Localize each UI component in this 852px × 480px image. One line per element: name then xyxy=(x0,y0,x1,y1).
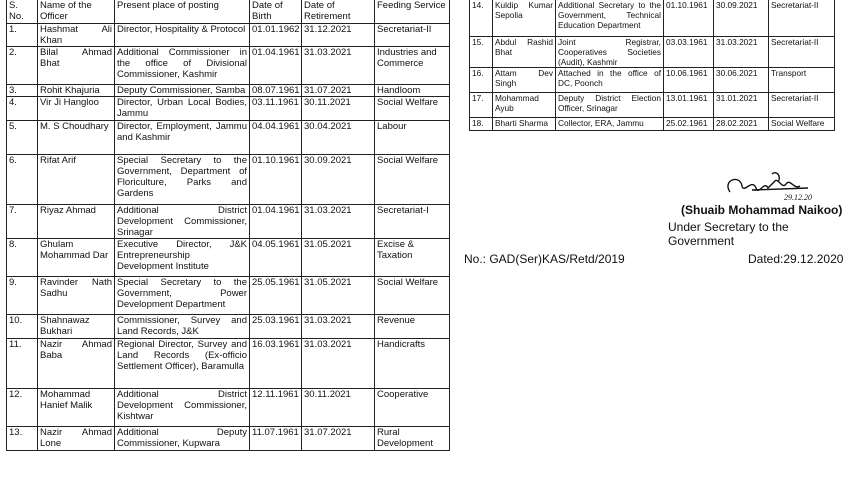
cell-officer-name: M. S Choudhary xyxy=(38,121,115,155)
cell-officer-name: Abdul Rashid Bhat xyxy=(493,37,556,68)
cell-posting: Director, Hospitality & Protocol xyxy=(115,24,250,47)
cell-officer-name: Ghulam Mohammad Dar xyxy=(38,239,115,277)
cell-dob: 11.07.1961 xyxy=(250,427,302,451)
cell-feeding-service: Revenue xyxy=(375,315,450,339)
table-row xyxy=(470,0,835,37)
cell-sno: 4. xyxy=(7,97,38,121)
officers-table-left xyxy=(6,0,450,451)
cell-officer-name: Bharti Sharma xyxy=(493,118,556,131)
cell-posting: Regional Director, Survey and Land Records (Ex-officio Settlement Officer), Baramulla xyxy=(115,339,250,389)
cell-posting: Joint Registrar, Cooperatives Societies (Audit), Kashmir xyxy=(556,37,664,68)
cell-feeding-service: Social Welfare xyxy=(769,118,835,131)
cell-officer-name: Riyaz Ahmad xyxy=(38,205,115,239)
table-row xyxy=(7,427,450,451)
cell-dob: 10.06.1961 xyxy=(664,68,714,93)
table-row xyxy=(470,118,835,131)
cell-feeding-service: Rural Development xyxy=(375,427,450,451)
cell-feeding-service: Handloom xyxy=(375,85,450,97)
cell-officer-name: Shahnawaz Bukhari xyxy=(38,315,115,339)
table-row xyxy=(7,97,450,121)
cell-posting: Director, Employment, Jammu and Kashmir xyxy=(115,121,250,155)
cell-posting: Deputy Commissioner, Samba xyxy=(115,85,250,97)
cell-sno: 7. xyxy=(7,205,38,239)
cell-sno: 18. xyxy=(470,118,493,131)
cell-retirement: 31.03.2021 xyxy=(302,47,375,85)
cell-officer-name: Mohammad Hanief Malik xyxy=(38,389,115,427)
cell-retirement: 31.05.2021 xyxy=(302,239,375,277)
cell-dob: 25.03.1961 xyxy=(250,315,302,339)
cell-dob: 01.10.1961 xyxy=(250,155,302,205)
cell-officer-name: Ravinder Nath Sadhu xyxy=(38,277,115,315)
cell-posting: Additional Deputy Commissioner, Kupwara xyxy=(115,427,250,451)
table-row xyxy=(7,315,450,339)
cell-feeding-service: Handicrafts xyxy=(375,339,450,389)
cell-retirement: 30.09.2021 xyxy=(302,155,375,205)
cell-officer-name: Hashmat Ali Khan xyxy=(38,24,115,47)
cell-dob: 01.04.1961 xyxy=(250,47,302,85)
cell-sno: 11. xyxy=(7,339,38,389)
cell-dob: 12.11.1961 xyxy=(250,389,302,427)
officers-table-right xyxy=(469,0,835,131)
header-dob: Date of Birth xyxy=(250,0,302,24)
cell-retirement: 28.02.2021 xyxy=(714,118,769,131)
cell-posting: Director, Urban Local Bodies, Jammu xyxy=(115,97,250,121)
table-row xyxy=(7,339,450,389)
cell-sno: 15. xyxy=(470,37,493,68)
cell-posting: Additional Secretary to the Government, Technical Education Department xyxy=(556,0,664,37)
cell-retirement: 31.01.2021 xyxy=(714,93,769,118)
cell-feeding-service: Secretariat-I xyxy=(375,205,450,239)
cell-feeding-service: Transport xyxy=(769,68,835,93)
signature-image xyxy=(712,170,832,202)
cell-sno: 10. xyxy=(7,315,38,339)
cell-retirement: 30.06.2021 xyxy=(714,68,769,93)
cell-sno: 6. xyxy=(7,155,38,205)
cell-dob: 01.04.1961 xyxy=(250,205,302,239)
signer-designation: Under Secretary to the Government xyxy=(668,220,789,248)
cell-officer-name: Kuldip Kumar Sepolia xyxy=(493,0,556,37)
header-feeding-service: Feeding Service xyxy=(375,0,450,24)
cell-sno: 13. xyxy=(7,427,38,451)
cell-feeding-service: Secretariat-II xyxy=(375,24,450,47)
header-posting: Present place of posting xyxy=(115,0,250,24)
cell-posting: Special Secretary to the Government, Department of Floriculture, Parks and Gardens xyxy=(115,155,250,205)
table-row xyxy=(7,239,450,277)
cell-dob: 08.07.1961 xyxy=(250,85,302,97)
cell-dob: 04.04.1961 xyxy=(250,121,302,155)
cell-sno: 2. xyxy=(7,47,38,85)
cell-sno: 3. xyxy=(7,85,38,97)
cell-officer-name: Attam Dev Singh xyxy=(493,68,556,93)
signer-name: (Shuaib Mohammad Naikoo) xyxy=(681,203,843,217)
cell-dob: 13.01.1961 xyxy=(664,93,714,118)
cell-sno: 9. xyxy=(7,277,38,315)
cell-dob: 03.11.1961 xyxy=(250,97,302,121)
cell-retirement: 31.07.2021 xyxy=(302,85,375,97)
cell-feeding-service: Industries and Commerce xyxy=(375,47,450,85)
table-header-row xyxy=(7,0,450,24)
reference-number: No.: GAD(Ser)KAS/Retd/2019 xyxy=(464,252,625,266)
cell-dob: 01.10.1961 xyxy=(664,0,714,37)
table-row xyxy=(7,85,450,97)
cell-feeding-service: Social Welfare xyxy=(375,155,450,205)
header-sno: S. No. xyxy=(7,0,38,24)
cell-feeding-service: Labour xyxy=(375,121,450,155)
cell-feeding-service: Secretariat-II xyxy=(769,0,835,37)
reference-date: Dated:29.12.2020 xyxy=(748,252,844,266)
cell-posting: Additional District Development Commissioner, Kishtwar xyxy=(115,389,250,427)
cell-officer-name: Bilal Ahmad Bhat xyxy=(38,47,115,85)
cell-sno: 12. xyxy=(7,389,38,427)
cell-retirement: 31.03.2021 xyxy=(302,339,375,389)
cell-sno: 17. xyxy=(470,93,493,118)
cell-retirement: 31.03.2021 xyxy=(302,315,375,339)
cell-sno: 1. xyxy=(7,24,38,47)
cell-dob: 03.03.1961 xyxy=(664,37,714,68)
cell-sno: 16. xyxy=(470,68,493,93)
table-row xyxy=(7,24,450,47)
cell-feeding-service: Social Welfare xyxy=(375,97,450,121)
cell-sno: 5. xyxy=(7,121,38,155)
cell-dob: 16.03.1961 xyxy=(250,339,302,389)
cell-officer-name: Vir Ji Hangloo xyxy=(38,97,115,121)
table-row xyxy=(470,68,835,93)
cell-retirement: 30.09.2021 xyxy=(714,0,769,37)
table-row xyxy=(470,93,835,118)
cell-posting: Commissioner, Survey and Land Records, J&K xyxy=(115,315,250,339)
cell-posting: Additional District Development Commissioner, Srinagar xyxy=(115,205,250,239)
cell-retirement: 31.05.2021 xyxy=(302,277,375,315)
cell-sno: 8. xyxy=(7,239,38,277)
table-row xyxy=(7,47,450,85)
cell-posting: Attached in the office of DC, Poonch xyxy=(556,68,664,93)
cell-posting: Additional Commissioner in the office of Divisional Commissioner, Kashmir xyxy=(115,47,250,85)
cell-posting: Special Secretary to the Government, Power Development Department xyxy=(115,277,250,315)
cell-posting: Collector, ERA, Jammu xyxy=(556,118,664,131)
cell-retirement: 31.07.2021 xyxy=(302,427,375,451)
cell-feeding-service: Social Welfare xyxy=(375,277,450,315)
cell-officer-name: Rohit Khajuria xyxy=(38,85,115,97)
table-row xyxy=(7,121,450,155)
cell-retirement: 30.11.2021 xyxy=(302,389,375,427)
cell-posting: Deputy District Election Officer, Srinagar xyxy=(556,93,664,118)
cell-officer-name: Nazir Ahmad Baba xyxy=(38,339,115,389)
cell-retirement: 31.03.2021 xyxy=(714,37,769,68)
cell-feeding-service: Cooperative xyxy=(375,389,450,427)
table-row xyxy=(7,205,450,239)
cell-feeding-service: Secretariat-II xyxy=(769,37,835,68)
cell-dob: 01.01.1962 xyxy=(250,24,302,47)
cell-retirement: 31.03.2021 xyxy=(302,205,375,239)
cell-feeding-service: Excise & Taxation xyxy=(375,239,450,277)
cell-retirement: 30.04.2021 xyxy=(302,121,375,155)
table-row xyxy=(7,389,450,427)
table-row xyxy=(470,37,835,68)
cell-officer-name: Mohammad Ayub xyxy=(493,93,556,118)
cell-sno: 14. xyxy=(470,0,493,37)
cell-officer-name: Nazir Ahmad Lone xyxy=(38,427,115,451)
cell-posting: Executive Director, J&K Entrepreneurship Development Institute xyxy=(115,239,250,277)
cell-retirement: 30.11.2021 xyxy=(302,97,375,121)
cell-retirement: 31.12.2021 xyxy=(302,24,375,47)
header-retirement: Date of Retirement xyxy=(302,0,375,24)
header-officer-name: Name of the Officer xyxy=(38,0,115,24)
signature-date-scrawl: 29.12.20 xyxy=(784,193,812,202)
cell-dob: 04.05.1961 xyxy=(250,239,302,277)
cell-feeding-service: Secretariat-II xyxy=(769,93,835,118)
table-row xyxy=(7,155,450,205)
table-row xyxy=(7,277,450,315)
cell-dob: 25.05.1961 xyxy=(250,277,302,315)
cell-officer-name: Rifat Arif xyxy=(38,155,115,205)
cell-dob: 25.02.1961 xyxy=(664,118,714,131)
